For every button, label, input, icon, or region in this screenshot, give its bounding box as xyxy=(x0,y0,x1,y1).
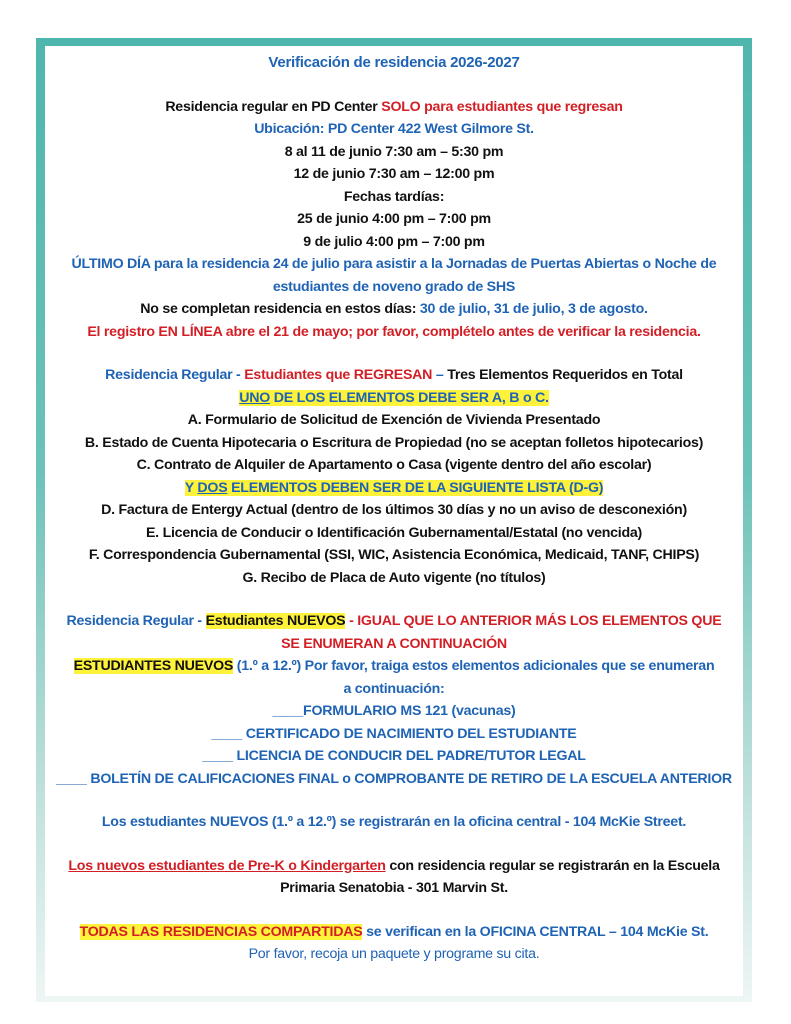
schedule-heading xyxy=(36,96,752,119)
shared-residency-text: se verifican en la OFICINA CENTRAL – 104 McKie St. xyxy=(362,923,709,940)
checklist-item-4: ____ BOLETÍN DE CALIFICACIONES FINAL o COMPROBANTE DE RETIRO DE LA ESCUELA ANTERIOR xyxy=(56,770,732,787)
prek-note-c: Primaria Senatobia - 301 Marvin St. xyxy=(280,880,508,896)
late-date-1: 25 de junio 4:00 pm – 7:00 pm xyxy=(297,211,491,227)
checklist-item-1: ____FORMULARIO MS 121 (vacunas) xyxy=(272,703,516,719)
checklist-item-3: ____ LICENCIA DE CONDUCIR DEL PADRE/TUTOR LEGAL xyxy=(202,748,586,764)
no-days-label: No se completan residencia en estos días: xyxy=(140,301,420,317)
schedule-heading-returning: SOLO para estudiantes que regresan xyxy=(381,98,623,115)
no-days-dates: 30 de julio, 31 de julio, 3 de agosto. xyxy=(419,301,648,317)
returning-heading xyxy=(36,364,752,387)
location-line: Ubicación: PD Center 422 West Gilmore St. xyxy=(254,121,534,137)
item-c: C. Contrato de Alquiler de Apartamento o Casa (vigente dentro del año escolar) xyxy=(136,457,652,473)
requirement-one-word: UNO xyxy=(239,389,271,406)
new-students-text-2: a continuación: xyxy=(343,680,445,697)
new-heading-d: SE ENUMERAN A CONTINUACIÓN xyxy=(281,635,507,652)
shared-residency-note xyxy=(36,921,752,944)
new-students-label: ESTUDIANTES NUEVOS xyxy=(73,658,234,674)
late-dates-label: Fechas tardías: xyxy=(343,188,445,205)
flyer-content xyxy=(36,52,752,966)
central-office-note: Los estudiantes NUEVOS (1.º a 12.º) se registrarán en la oficina central - 104 McKie Street. xyxy=(101,814,687,830)
shared-residency-label: TODAS LAS RESIDENCIAS COMPARTIDAS xyxy=(79,923,363,940)
returning-heading-d: Tres Elementos Requeridos en Total xyxy=(447,367,683,383)
requirement-two-highlight xyxy=(185,480,603,496)
no-residency-days xyxy=(36,298,752,321)
schedule-heading-main: Residencia regular en PD Center xyxy=(165,98,382,115)
returning-heading-b: Estudiantes que REGRESAN xyxy=(244,367,433,383)
requirement-two-text: ELEMENTOS DEBEN SER DE LA SIGUIENTE LISTA (D-G) xyxy=(227,479,604,496)
returning-heading-c: – xyxy=(432,367,448,383)
item-e: E. Licencia de Conducir o Identificación Gubernamental/Estatal (no vencida) xyxy=(145,524,643,541)
item-g: G. Recibo de Placa de Auto vigente (no títulos) xyxy=(242,569,546,586)
late-date-2: 9 de julio 4:00 pm – 7:00 pm xyxy=(303,233,485,250)
dates-line-1: 8 al 11 de junio 7:30 am – 5:30 pm xyxy=(284,143,504,160)
new-heading-a: Residencia Regular - xyxy=(66,613,206,629)
new-heading-b: Estudiantes NUEVOS xyxy=(205,613,346,629)
requirement-one-highlight xyxy=(239,390,549,406)
appointment-note: Por favor, recoja un paquete y programe su cita. xyxy=(248,946,540,962)
requirement-two-word: DOS xyxy=(197,479,228,496)
item-d: D. Factura de Entergy Actual (dentro de los últimos 30 días y no un aviso de desconexión) xyxy=(101,502,687,518)
new-students-text: (1.º a 12.º) Por favor, traiga estos elementos adicionales que se enumeran xyxy=(233,658,715,674)
requirement-one xyxy=(36,387,752,410)
item-a: A. Formulario de Solicitud de Exención de Vivienda Presentado xyxy=(187,412,601,428)
last-day-line-1: ÚLTIMO DÍA para la residencia 24 de julio para asistir a la Jornadas de Puertas Abiertas o Noche de xyxy=(71,256,717,272)
checklist-item-2: ____ CERTIFICADO DE NACIMIENTO DEL ESTUDIANTE xyxy=(211,725,577,742)
new-heading-c: - IGUAL QUE LO ANTERIOR MÁS LOS ELEMENTOS QUE xyxy=(345,613,722,629)
prek-note xyxy=(36,855,752,878)
returning-heading-a: Residencia Regular - xyxy=(105,367,245,383)
item-b: B. Estado de Cuenta Hipotecaria o Escritura de Propiedad (no se aceptan folletos hipotecarios) xyxy=(84,434,704,451)
new-students-note xyxy=(36,655,752,678)
prek-note-b: con residencia regular se registrarán en la Escuela xyxy=(385,857,720,874)
requirement-one-text: DE LOS ELEMENTOS DEBE SER A, B o C. xyxy=(270,389,549,406)
last-day-line-2: estudiantes de noveno grado de SHS xyxy=(272,278,516,295)
online-registration-note: El registro EN LÍNEA abre el 21 de mayo; por favor, complételo antes de verificar la residencia. xyxy=(87,323,701,340)
flyer-title: Verificación de residencia 2026-2027 xyxy=(268,54,520,71)
dates-line-2: 12 de junio 7:30 am – 12:00 pm xyxy=(293,166,495,182)
requirement-two xyxy=(36,477,752,500)
requirement-two-prefix: Y xyxy=(184,479,198,496)
new-heading xyxy=(36,610,752,633)
item-f: F. Correspondencia Gubernamental (SSI, WIC, Asistencia Económica, Medicaid, TANF, CHIPS) xyxy=(88,547,700,563)
prek-note-a: Los nuevos estudiantes de Pre-K o Kindergarten xyxy=(68,857,386,874)
